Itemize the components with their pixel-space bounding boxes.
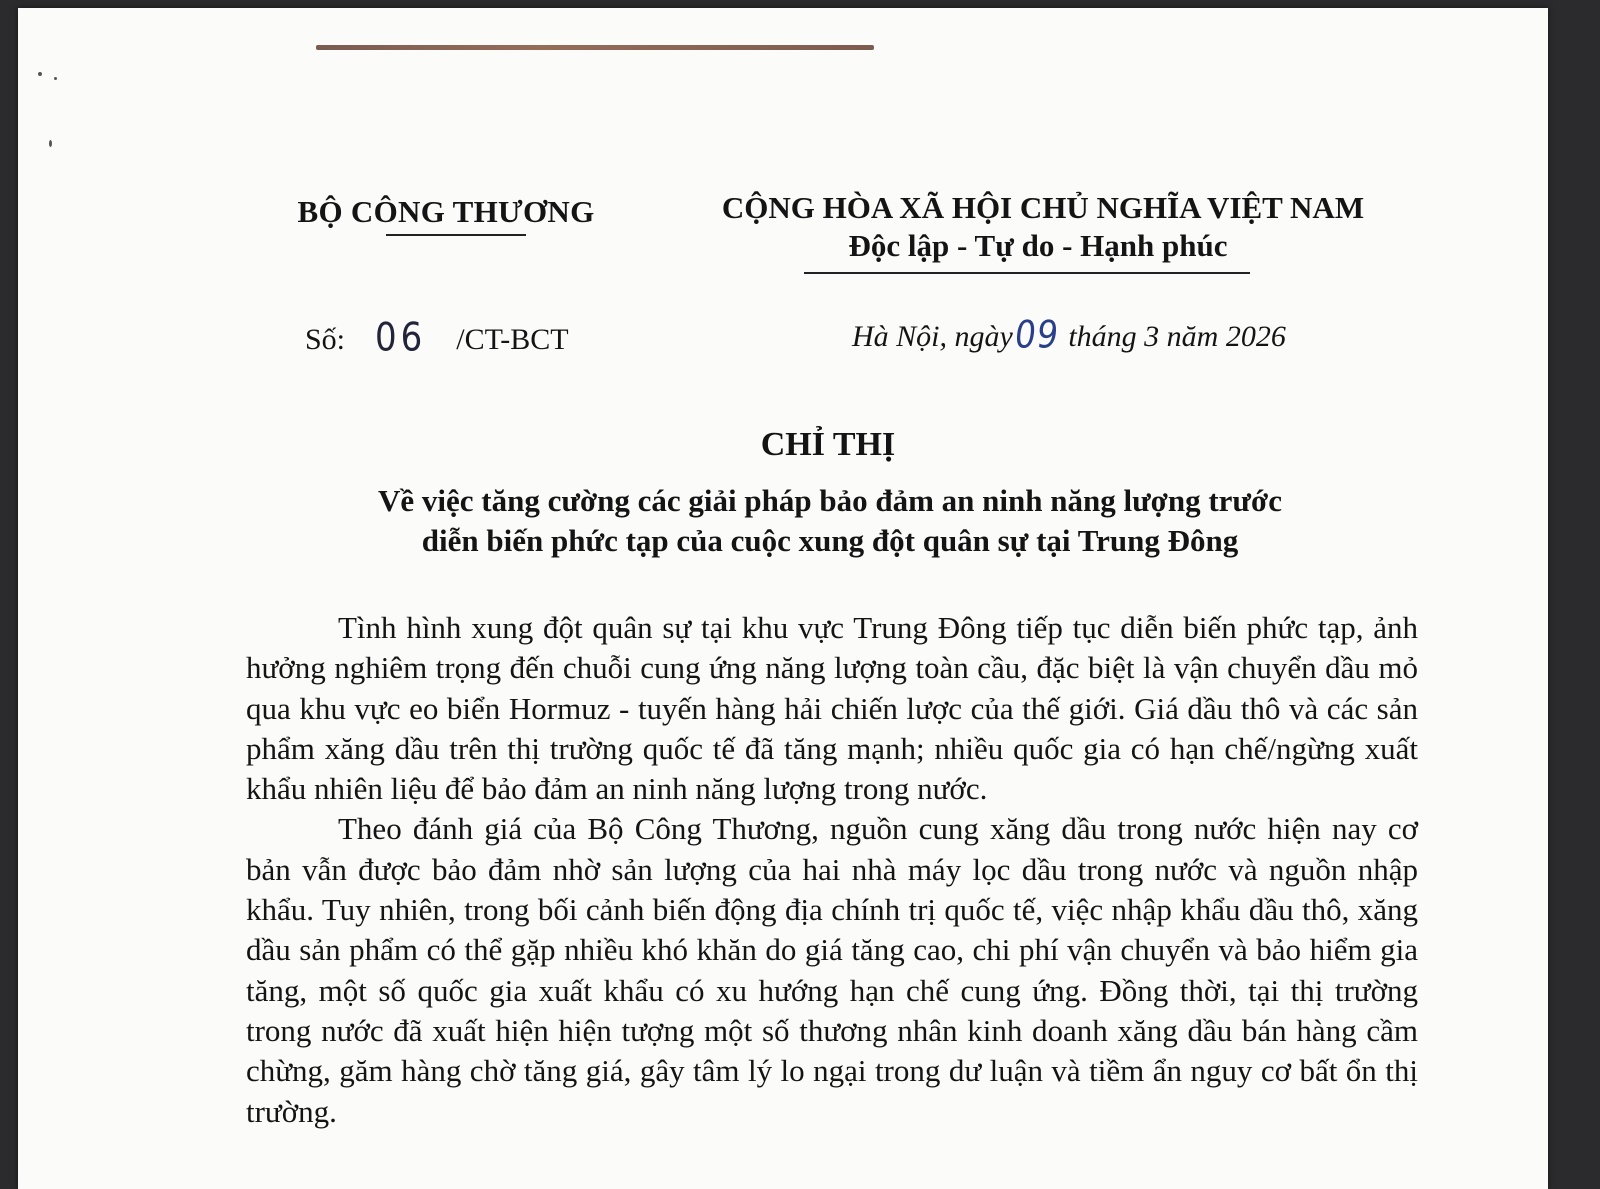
document-subtitle-line1: Về việc tăng cường các giải pháp bảo đảm an ninh năng lượng trước — [378, 483, 1282, 518]
handwritten-number: 06 — [375, 315, 427, 361]
scan-speck — [38, 72, 42, 76]
document-number — [305, 315, 569, 361]
body-paragraph-1: Tình hình xung đột quân sự tại khu vực Trung Đông tiếp tục diễn biến phức tạp, ảnh hưởng nghiêm trọng đến chuỗi cung ứng năng lượng toàn cầu, đặc biệt là vận chuyển dầu mỏ qua khu vực eo biển Hormuz - tuyến hàng hải chiến lược của thế giới. Giá dầu thô và các sản phẩm xăng dầu trên thị trường quốc tế đã tăng mạnh; nhiều quốc gia có hạn chế/ngừng xuất khẩu nhiên liệu để bảo đảm an ninh năng lượng trong nước. — [246, 610, 1418, 807]
top-binding-strip — [316, 45, 874, 50]
national-motto: Độc lập - Tự do - Hạnh phúc — [848, 228, 1228, 263]
body-paragraph-2: Theo đánh giá của Bộ Công Thương, nguồn cung xăng dầu trong nước hiện nay cơ bản vẫn được bảo đảm nhờ sản lượng của hai nhà máy lọc dầu trong nước và nguồn nhập khẩu. Tuy nhiên, trong bối cảnh biến động địa chính trị quốc tế, việc nhập khẩu dầu thô, xăng dầu sản phẩm có thể gặp nhiều khó khăn do giá tăng cao, chi phí vận chuyển và bảo hiểm gia tăng, một số quốc gia xuất khẩu có xu hướng hạn chế cung ứng. Đồng thời, tại thị trường trong nước đã xuất hiện hiện tượng một số thương nhân kinh doanh xăng dầu bán hàng cầm chừng, găm hàng chờ tăng giá, gây tâm lý lo ngại trong dư luận và tiềm ẩn nguy cơ bất ổn thị trường. — [246, 811, 1418, 1129]
scan-speck — [49, 140, 52, 147]
handwritten-day: 09 — [1012, 312, 1062, 357]
date-suffix: tháng 3 năm 2026 — [1068, 320, 1286, 353]
ministry-name: BỘ CÔNG THƯƠNG — [297, 194, 595, 229]
document-subtitle-line2: diễn biến phức tạp của cuộc xung đột quân sự tại Trung Đông — [421, 523, 1239, 558]
number-label: Số: — [305, 323, 346, 356]
document-page — [18, 8, 1548, 1189]
number-suffix: /CT-BCT — [456, 323, 569, 356]
motto-underline — [804, 272, 1250, 274]
ministry-underline — [386, 234, 526, 236]
republic-name: CỘNG HÒA XÃ HỘI CHỦ NGHĨA VIỆT NAM — [721, 190, 1365, 225]
document-title: CHỈ THỊ — [760, 426, 896, 463]
date-prefix: Hà Nội, ngày — [852, 320, 1013, 353]
scan-speck — [54, 77, 57, 80]
document-body — [246, 608, 1418, 1132]
issue-date — [852, 312, 1286, 357]
